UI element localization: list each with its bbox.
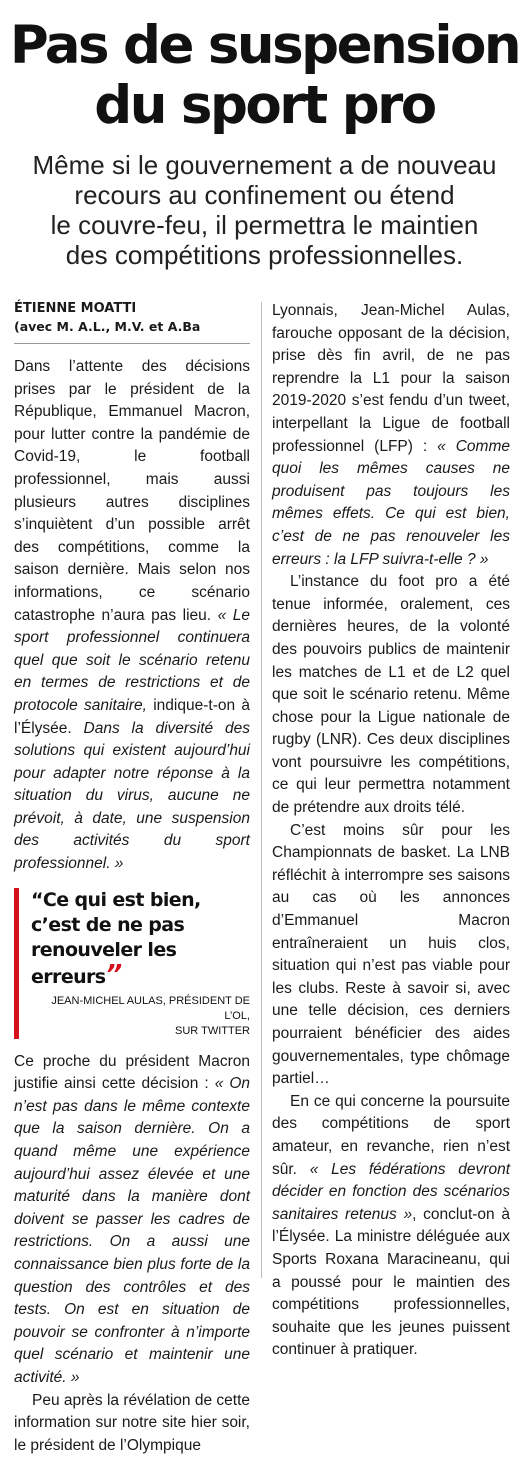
headline: [0, 16, 529, 136]
quote-run: « Le sport professionnel continuera quel que soit le scénario retenu en termes de restrictions et de protocole sanitaire,: [14, 606, 250, 714]
text-run: L’instance du foot pro a été tenue informée, oralement, ces dernières heures, de la volonté des pouvoirs publics de maintenir les matches de L1 et de L2 quel que soit le scénario retenu. Même chose pour la Ligue nationale de rugby (LNR). Ces deux disciplines vont poursuivre les compétitions, ce qui leur permettra notamment de prétendre aux droits télé.: [272, 573, 510, 817]
attribution-line-1: JEAN-MICHEL AULAS, PRÉSIDENT DE L’OL,: [51, 994, 250, 1022]
quote-run: « Comme quoi les mêmes causes ne produisent pas toujours les mêmes effets. Ce qui est bien, c’est de ne pas renouveler les erreurs : la LFP suivra-t-elle ? »: [272, 437, 510, 568]
pull-quote: [14, 888, 250, 1039]
body-paragraph: [14, 1051, 250, 1390]
attribution-line-2: SUR TWITTER: [175, 1024, 250, 1037]
body-paragraph: [272, 1091, 510, 1362]
text-run: indique-t-on à l’Élysée.: [14, 696, 251, 737]
column-right: [272, 300, 510, 1362]
text-run: Lyonnais, Jean-Michel Aulas, farouche opposant de la décision, prise dès fin avril, de ne pas reprendre la L1 pour la saison 2019-2020 s’est fendu d’un tweet, interpellant la Ligue de football professionnel (LFP) :: [272, 302, 510, 455]
body-paragraph: [272, 300, 510, 571]
right-body: [272, 300, 510, 1362]
standfirst-line-1: Même si le gouvernement a de nouveau: [32, 150, 497, 180]
author-byline: ÉTIENNE MOATTI: [14, 301, 137, 316]
byline-rule: [14, 343, 250, 344]
pull-quote-attribution: [31, 994, 250, 1039]
headline-line-1: Pas de suspension: [9, 15, 520, 76]
standfirst-line-4: des compétitions professionnelles.: [65, 240, 464, 270]
standfirst-line-2: recours au confinement ou étend: [74, 180, 455, 210]
text-run: Ce proche du président Macron justifie ainsi cette décision :: [14, 1052, 250, 1093]
pull-quote-words: “Ce qui est bien, c’est de ne pas renouveler les erreurs: [31, 888, 201, 988]
column-left: [14, 300, 250, 1457]
text-run: , conclut-on à l’Élysée. La ministre déléguée aux Sports Roxana Maracineanu, qui a poussé pour le maintien des compétitions professionnelles, souhaite que les jeunes puissent continuer à pratiquer.: [272, 1205, 510, 1359]
contributors-byline: (avec M. A.L., M.V. et A.Ba: [14, 319, 201, 334]
text-run: C’est moins sûr pour les Championnats de basket. La LNB réfléchit à interrompre ses saisons au cas où les annonces d’Emmanuel Macron entraîneraient un huis clos, situation qui n’est pas viable pour les clubs. Reste à savoir si, avec une telle décision, ces derniers pourraient bénéficier des aides gouvernementales, type chômage partiel…: [272, 821, 510, 1088]
quote-run: « On n’est pas dans le même contexte que la saison dernière. On a quand même une expérience aujourd’hui assez élevée et une maturité dans la manière dont doivent se passer les cadres de restrictions. On a aussi une connaissance bien plus forte de la question des contrôles et des tests. On est en situation de pouvoir se confronter à n’importe quel scénario et maintenir une activité. »: [14, 1075, 251, 1386]
closing-quote-marks: ”: [105, 959, 117, 990]
quote-run: « Les fédérations devront décider en fonction des scénarios sanitaires retenus »: [272, 1160, 511, 1223]
text-run: Peu après la révélation de cette information sur notre site hier soir, le président de l’Olympique: [14, 1391, 250, 1454]
text-run: Dans l’attente des décisions prises par le président de la République, Emmanuel Macron, pour lutter contre la pandémie de Covid-19, le football professionnel, mais aussi plusieurs autres disciplines s’inquiètent d’un possible arrêt des compétitions, comme la saison dernière. Mais selon nos informations, ce scénario catastrophe n’aura pas lieu.: [14, 358, 250, 624]
pull-quote-text: [31, 888, 250, 990]
column-divider: [261, 302, 262, 1278]
standfirst-line-3: le couvre-feu, il permettra le maintien: [50, 210, 479, 240]
body-paragraph: [272, 820, 510, 1091]
left-body-top: [14, 356, 250, 876]
body-paragraph: [14, 1390, 250, 1457]
body-paragraph: [14, 356, 250, 876]
body-paragraph: [272, 571, 510, 820]
text-run: En ce qui concerne la poursuite des compétitions de sport amateur, en revanche, rien n’est sûr.: [272, 1092, 510, 1178]
headline-line-2: du sport pro: [94, 75, 435, 136]
quote-run: Dans la diversité des solutions qui existent aujourd’hui pour adapter notre réponse à la situation du virus, aucune ne prévoit, à date, une suspension des activités du sport professionnel. »: [14, 719, 250, 873]
standfirst: [0, 150, 529, 270]
left-body-bottom: [14, 1051, 250, 1457]
